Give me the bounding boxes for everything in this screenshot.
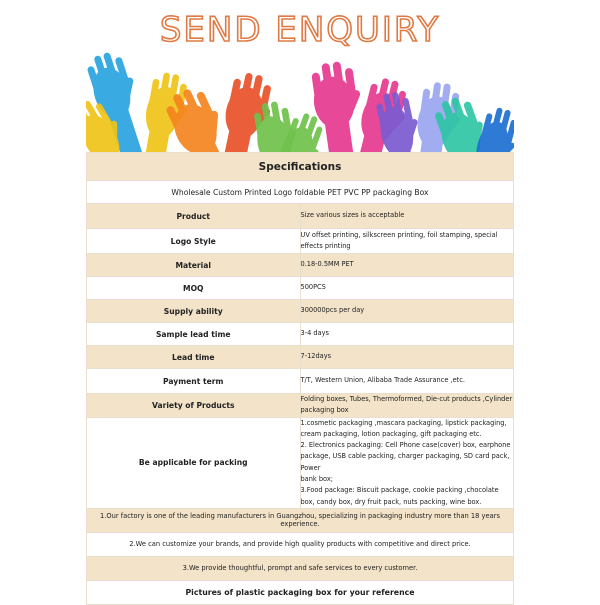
pictures-heading: Pictures of plastic packaging box for your reference	[87, 580, 514, 604]
raised-hands-illustration	[86, 40, 514, 152]
row-label: Payment term	[87, 369, 301, 394]
table-row	[87, 277, 514, 300]
row-label: Lead time	[87, 346, 301, 369]
applicable-line: 2. Electronics packaging: Cell Phone case(cover) box, earphone package, USB cable packing, charger packaging, SD card pack, Power	[300, 441, 511, 472]
row-value: 300000pcs per day	[300, 300, 514, 323]
product-title: Wholesale Custom Printed Logo foldable PET PVC PP packaging Box	[87, 181, 514, 204]
table-row	[87, 300, 514, 323]
table-row	[87, 254, 514, 277]
table-row	[87, 204, 514, 229]
table-row	[87, 323, 514, 346]
row-label: Sample lead time	[87, 323, 301, 346]
enquiry-banner[interactable]	[86, 0, 514, 152]
row-value: T/T, Western Union, Alibaba Trade Assurance ,etc.	[300, 369, 514, 394]
row-value: Size various sizes is acceptable	[300, 204, 514, 229]
applicable-line: 3.Food package: Biscuit package, cookie packing ,chocolate box, candy box, dry fruit pack, nuts packing, wine box.	[300, 486, 499, 506]
row-value: UV offset printing, silkscreen printing, foil stamping, special effects printing	[300, 229, 514, 254]
row-value: Folding boxes, Tubes, Thermoformed, Die-cut products ,Cylinder packaging box	[300, 394, 514, 418]
row-value: 7-12days	[300, 346, 514, 369]
row-label: Logo Style	[87, 229, 301, 254]
hand-shapes	[86, 47, 514, 152]
row-value: 0.18-0.5MM PET	[300, 254, 514, 277]
table-row	[87, 394, 514, 418]
applicable-line: bank box;	[300, 475, 333, 484]
row-label: MOQ	[87, 277, 301, 300]
applicable-label: Be applicable for packing	[87, 417, 301, 508]
banner-title: SEND ENQUIRY	[159, 10, 441, 50]
table-row	[87, 229, 514, 254]
applicable-value	[300, 417, 514, 508]
row-label: Product	[87, 204, 301, 229]
row-value: 500PCS	[300, 277, 514, 300]
table-row	[87, 346, 514, 369]
row-label: Supply ability	[87, 300, 301, 323]
applicable-line: 1.cosmetic packaging ,mascara packaging, lipstick packaging, cream packaging, lotion packaging, gift packaging etc.	[300, 418, 507, 438]
company-note: 3.We provide thoughtful, prompt and safe services to every customer.	[87, 556, 514, 580]
table-row	[87, 369, 514, 394]
company-note: 1.Our factory is one of the leading manufacturers in Guangzhou, specializing in packaging industry more than 18 years experience.	[87, 508, 514, 532]
row-value: 3-4 days	[300, 323, 514, 346]
specifications-table	[86, 152, 514, 605]
company-note: 2.We can customize your brands, and provide high quality products with competitive and direct price.	[87, 532, 514, 556]
table-title: Specifications	[87, 153, 514, 181]
table-row-applicable	[87, 417, 514, 508]
row-label: Variety of Products	[87, 394, 301, 418]
row-label: Material	[87, 254, 301, 277]
